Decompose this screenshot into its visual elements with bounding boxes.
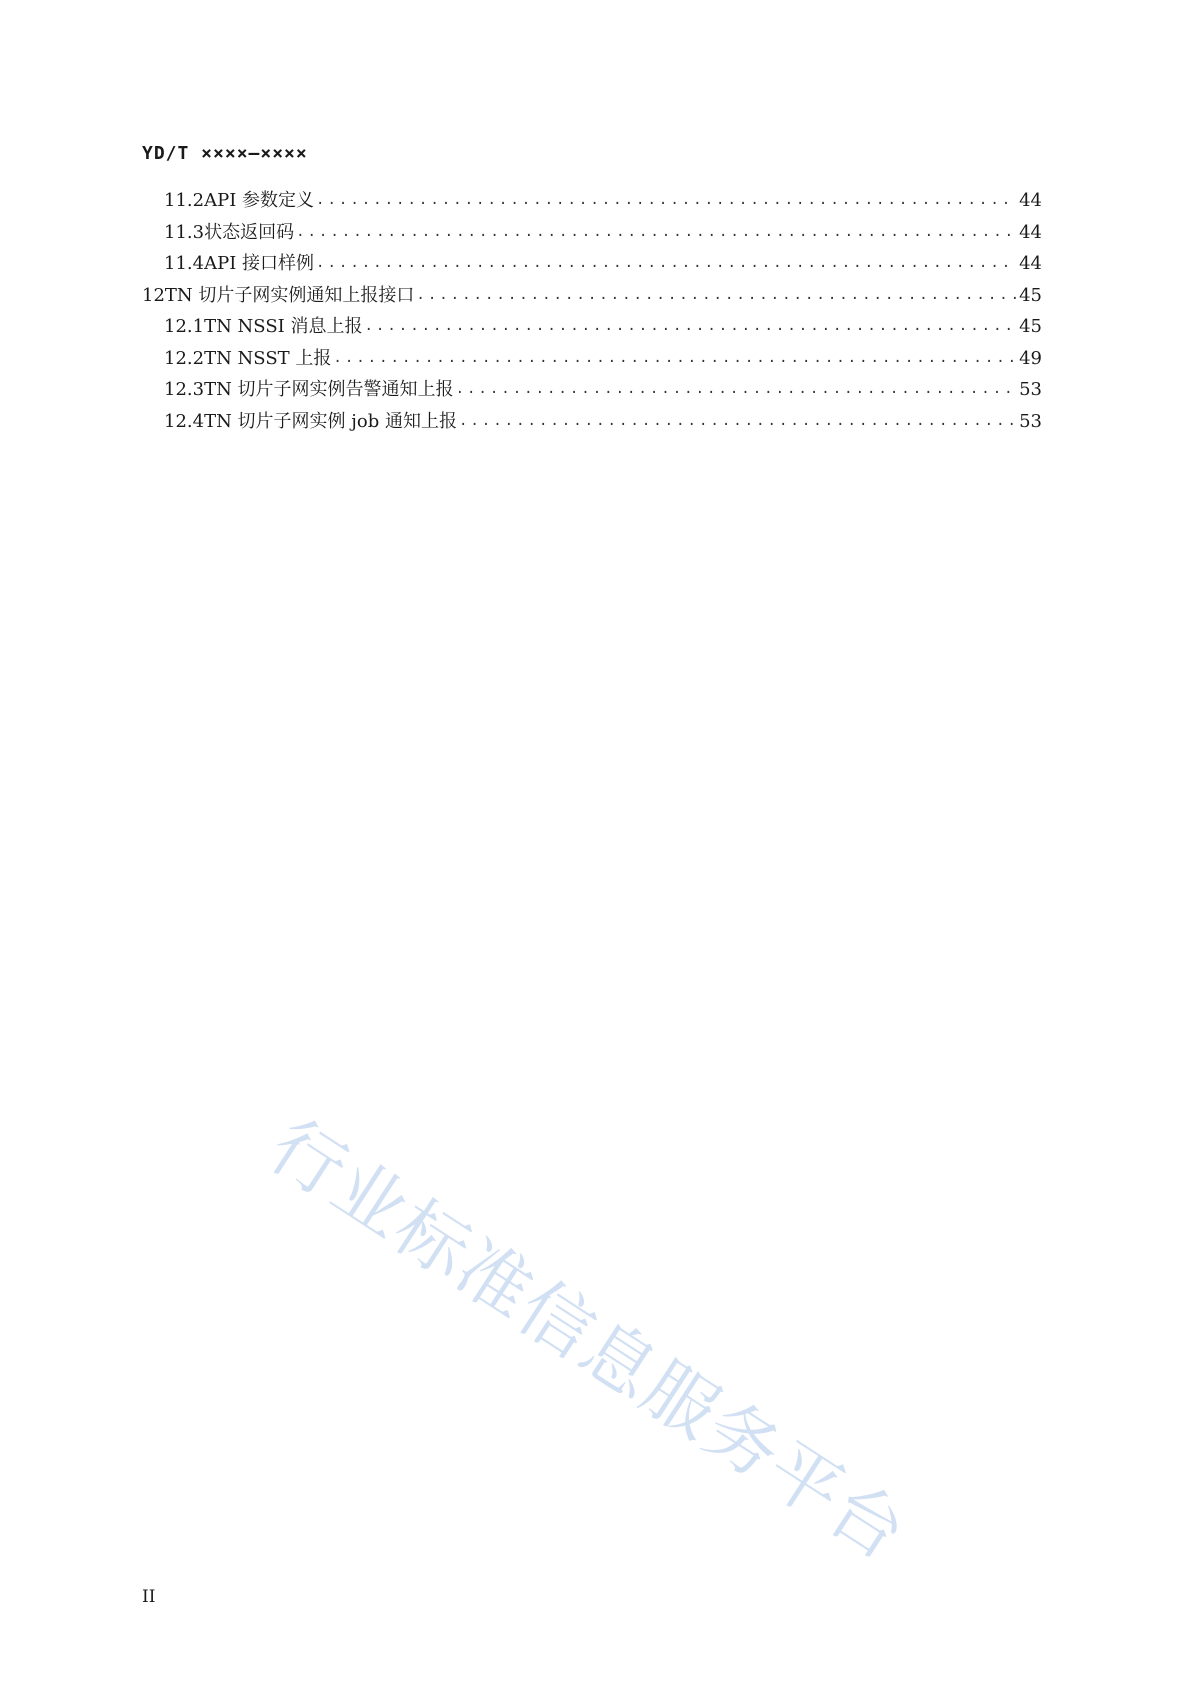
toc-entry-number: 12.2 <box>164 347 205 369</box>
toc-entry-title: 状态返回码 <box>204 221 295 243</box>
toc-entry-title: TN 切片子网实例通知上报接口 <box>164 284 415 306</box>
toc-entry[interactable] <box>142 280 1042 312</box>
toc-entry[interactable] <box>142 343 1042 375</box>
toc-entry-page: 45 <box>1019 316 1042 337</box>
toc-entry[interactable] <box>142 248 1042 280</box>
toc-leader-dots <box>316 185 1016 217</box>
toc-leader-dots <box>364 311 1016 343</box>
toc-entry-title: TN NSST 上报 <box>204 347 332 369</box>
toc-entry[interactable] <box>142 374 1042 406</box>
toc-entry-number: 11.3 <box>164 221 205 243</box>
toc-entry-number: 12.4 <box>164 410 205 432</box>
toc-entry[interactable] <box>142 406 1042 438</box>
toc-entry-page: 44 <box>1019 190 1042 211</box>
toc-entry-number: 12 <box>142 284 165 306</box>
toc-leader-dots <box>296 217 1016 249</box>
toc-entry[interactable] <box>142 185 1042 217</box>
toc-entry-title: API 接口样例 <box>204 253 315 274</box>
page-number-footer: II <box>142 1587 156 1607</box>
toc-entry-page: 53 <box>1019 410 1042 432</box>
toc-entry-page: 44 <box>1019 221 1042 243</box>
toc-leader-dots <box>459 406 1016 438</box>
toc-entry[interactable] <box>142 217 1042 249</box>
toc-entry-page: 45 <box>1019 284 1042 306</box>
toc-leader-dots <box>333 343 1016 375</box>
toc-leader-dots <box>456 374 1016 406</box>
toc-entry-title: TN 切片子网实例 job 通知上报 <box>204 410 457 432</box>
toc-entry-number: 12.3 <box>164 379 205 400</box>
toc-entry-title: TN 切片子网实例告警通知上报 <box>204 379 454 400</box>
table-of-contents <box>142 185 1042 437</box>
toc-entry-number: 11.2 <box>164 190 205 211</box>
toc-entry-page: 44 <box>1019 253 1042 274</box>
toc-entry-number: 11.4 <box>164 253 205 274</box>
toc-leader-dots <box>416 280 1016 312</box>
toc-entry-page: 53 <box>1019 379 1042 400</box>
document-code-header: YD/T ××××—×××× <box>142 143 308 164</box>
toc-entry-title: API 参数定义 <box>204 190 315 211</box>
toc-entry-number: 12.1 <box>164 316 205 337</box>
toc-entry-title: TN NSSI 消息上报 <box>204 316 363 337</box>
watermark-text: 行业标准信息服务平台 <box>255 1103 922 1577</box>
toc-entry[interactable] <box>142 311 1042 343</box>
toc-entry-page: 49 <box>1019 347 1042 369</box>
toc-leader-dots <box>316 248 1016 280</box>
